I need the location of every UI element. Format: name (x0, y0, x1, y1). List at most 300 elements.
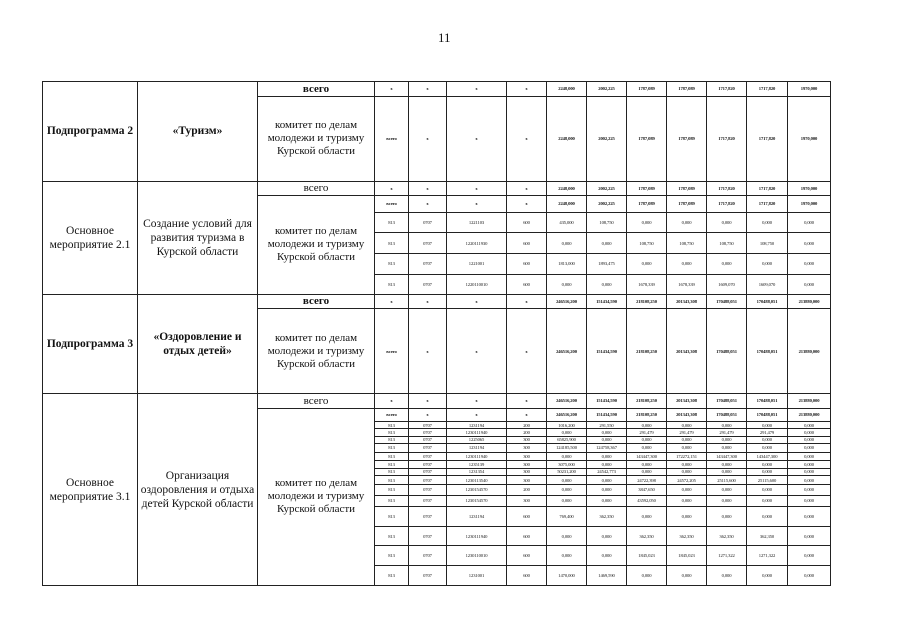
data-cell: 600 (507, 274, 547, 294)
data-cell: 0,000 (788, 546, 831, 566)
data-cell: 0,000 (788, 453, 831, 461)
data-cell: 1220111930 (447, 233, 507, 254)
data-cell: 1230154570 (447, 485, 507, 495)
data-cell: 0707 (409, 475, 447, 484)
table-row (43, 82, 831, 97)
data-cell: 1230111940 (447, 526, 507, 546)
data-cell: 0,000 (707, 566, 747, 586)
data-cell: 600 (507, 546, 547, 566)
data-cell: 1970,000 (788, 96, 831, 181)
data-cell: 362,350 (587, 507, 627, 527)
data-cell: 170488,051 (747, 309, 788, 394)
data-cell: 170488,051 (747, 294, 788, 309)
data-cell: 362,350 (667, 526, 707, 546)
data-cell: 813 (375, 443, 409, 452)
data-cell: 1845,023 (667, 546, 707, 566)
data-cell: 0,000 (747, 507, 788, 527)
data-cell: 201343,308 (667, 408, 707, 421)
program-code: Подпрограмма 3 (43, 294, 138, 394)
data-cell: 2002,225 (587, 196, 627, 213)
total-label: всего (258, 294, 375, 309)
data-cell: 1609,070 (707, 274, 747, 294)
data-cell: 362,350 (747, 526, 788, 546)
data-cell: 813 (375, 468, 409, 475)
data-cell: 201343,308 (667, 394, 707, 409)
data-cell: 0,000 (788, 475, 831, 484)
data-cell: 170488,051 (747, 394, 788, 409)
data-cell: x (507, 82, 547, 97)
data-cell: 1225065 (447, 436, 507, 443)
data-cell: 108,750 (627, 233, 667, 254)
data-cell: 0,000 (747, 461, 788, 468)
data-cell: x (507, 408, 547, 421)
data-cell: 172272,151 (667, 453, 707, 461)
data-cell: 1893,475 (587, 254, 627, 275)
data-cell: 1717,820 (747, 82, 788, 97)
executor: комитет по делам молодежи и туризму Курской области (258, 309, 375, 394)
data-cell: 813 (375, 566, 409, 586)
data-cell: 24542,773 (587, 468, 627, 475)
data-cell: 813 (375, 546, 409, 566)
data-cell: 24722,398 (627, 475, 667, 484)
data-cell: 0707 (409, 495, 447, 506)
data-cell: 0,000 (627, 212, 667, 233)
data-cell: 435,000 (547, 212, 587, 233)
data-cell: 0,000 (587, 429, 627, 436)
data-cell: 0,000 (587, 274, 627, 294)
data-cell: 300 (507, 453, 547, 461)
data-cell: 1787,089 (667, 82, 707, 97)
data-cell: 0707 (409, 274, 447, 294)
data-cell: 2002,225 (587, 82, 627, 97)
data-cell: 0,000 (547, 495, 587, 506)
data-cell: 151434,590 (587, 408, 627, 421)
data-cell: 1231194 (447, 443, 507, 452)
data-cell: x (447, 408, 507, 421)
data-cell: 1717,820 (707, 96, 747, 181)
program-code: Подпрограмма 2 (43, 82, 138, 182)
data-cell: 0,000 (547, 429, 587, 436)
data-cell: 600 (507, 212, 547, 233)
data-cell: 65825,900 (547, 436, 587, 443)
data-cell: 1230154570 (447, 495, 507, 506)
data-cell: 0,000 (547, 546, 587, 566)
data-cell: 0,000 (627, 461, 667, 468)
data-cell: 1717,820 (747, 181, 788, 196)
data-cell: 813 (375, 507, 409, 527)
data-cell: 1678,339 (627, 274, 667, 294)
data-cell: 0,000 (747, 443, 788, 452)
data-cell: x (447, 309, 507, 394)
data-cell: 813 (375, 233, 409, 254)
program-code: Основное мероприятие 3.1 (43, 394, 138, 586)
data-cell: 0,000 (788, 566, 831, 586)
data-cell: всего (375, 408, 409, 421)
data-cell: 0,000 (747, 485, 788, 495)
data-cell: 813 (375, 422, 409, 429)
data-cell: x (375, 181, 409, 196)
data-cell: 0,000 (747, 212, 788, 233)
data-cell: 108,750 (707, 233, 747, 254)
data-cell: 291,550 (587, 422, 627, 429)
data-cell: x (409, 82, 447, 97)
data-cell: 3075,000 (547, 461, 587, 468)
data-cell: 0707 (409, 429, 447, 436)
data-cell: 213880,000 (788, 294, 831, 309)
data-cell: 0707 (409, 566, 447, 586)
data-cell: 300 (507, 436, 547, 443)
data-cell: 108,750 (667, 233, 707, 254)
data-cell: всего (375, 309, 409, 394)
data-cell: 218108,250 (627, 309, 667, 394)
data-cell: 170488,051 (707, 294, 747, 309)
data-cell: 0,000 (788, 468, 831, 475)
data-cell: 813 (375, 436, 409, 443)
data-cell: 0,000 (707, 468, 747, 475)
table-row (43, 181, 831, 196)
data-cell: 0,000 (547, 526, 587, 546)
data-cell: 0707 (409, 422, 447, 429)
data-cell: 813 (375, 274, 409, 294)
data-cell: 151434,590 (587, 394, 627, 409)
data-cell: 0707 (409, 453, 447, 461)
data-cell: 0,000 (627, 254, 667, 275)
data-cell: 813 (375, 453, 409, 461)
data-cell: 0,000 (747, 254, 788, 275)
data-cell: 0,000 (707, 436, 747, 443)
data-cell: 108,750 (587, 212, 627, 233)
data-cell: 0,000 (788, 422, 831, 429)
data-cell: x (447, 82, 507, 97)
data-cell: 1717,820 (707, 196, 747, 213)
data-cell: 43592,050 (627, 495, 667, 506)
data-cell: 0,000 (747, 468, 788, 475)
data-cell: 0,000 (707, 485, 747, 495)
data-cell: 170488,051 (747, 408, 788, 421)
data-cell: 201343,308 (667, 309, 707, 394)
data-cell: 0,000 (667, 566, 707, 586)
data-cell: 1221103 (447, 212, 507, 233)
data-cell: 1230111940 (447, 453, 507, 461)
data-cell: 1220110010 (447, 274, 507, 294)
data-cell: 0707 (409, 507, 447, 527)
data-cell: 24572,205 (667, 475, 707, 484)
data-cell: 0,000 (587, 453, 627, 461)
data-cell: 300 (507, 443, 547, 452)
data-cell: 0,000 (707, 461, 747, 468)
data-cell: 0,000 (627, 436, 667, 443)
data-cell: 0707 (409, 461, 447, 468)
data-cell: 2248,000 (547, 181, 587, 196)
data-cell: 769,400 (547, 507, 587, 527)
data-cell: 0,000 (707, 212, 747, 233)
table-row (43, 294, 831, 309)
data-cell: 0,000 (627, 507, 667, 527)
data-cell: 0,000 (667, 254, 707, 275)
data-cell: 246516,200 (547, 394, 587, 409)
program-title: Организация оздоровления и отдыха детей Курской области (138, 394, 258, 586)
data-cell: 0,000 (788, 443, 831, 452)
data-cell: 1787,089 (667, 196, 707, 213)
data-cell: x (409, 408, 447, 421)
data-cell: 0707 (409, 468, 447, 475)
data-cell: x (507, 196, 547, 213)
data-cell: 0,000 (788, 233, 831, 254)
data-cell: x (447, 96, 507, 181)
data-cell: 0,000 (667, 468, 707, 475)
program-title: «Оздоровление и отдых детей» (138, 294, 258, 394)
data-cell: 0,000 (587, 436, 627, 443)
data-cell: 1271,322 (747, 546, 788, 566)
data-cell: 0,000 (788, 485, 831, 495)
data-cell: 0707 (409, 443, 447, 452)
data-cell: 1813,000 (547, 254, 587, 275)
total-label: всего (258, 181, 375, 196)
data-cell: 1970,000 (788, 196, 831, 213)
data-cell: 2248,000 (547, 96, 587, 181)
data-cell: 170488,051 (707, 408, 747, 421)
data-cell: 813 (375, 254, 409, 275)
total-label: всего (258, 394, 375, 409)
data-cell: 1230111940 (447, 429, 507, 436)
data-cell: 0,000 (667, 485, 707, 495)
data-cell: x (447, 394, 507, 409)
data-cell: 813 (375, 526, 409, 546)
data-cell: 170488,051 (707, 309, 747, 394)
data-cell: x (375, 82, 409, 97)
data-cell: 1235139 (447, 461, 507, 468)
data-cell: x (409, 309, 447, 394)
data-cell: 0,000 (707, 507, 747, 527)
data-cell: 0,000 (667, 461, 707, 468)
data-cell: 1230113540 (447, 475, 507, 484)
data-cell: 1970,000 (788, 181, 831, 196)
total-label: всего (258, 82, 375, 97)
program-title: Создание условий для развития туризма в Курской области (138, 181, 258, 294)
data-cell: 0,000 (788, 436, 831, 443)
data-cell: 0,000 (627, 566, 667, 586)
data-cell: 2248,000 (547, 196, 587, 213)
data-cell: 1470,000 (547, 566, 587, 586)
data-cell: 143447,300 (747, 453, 788, 461)
program-code: Основное мероприятие 2.1 (43, 181, 138, 294)
data-cell: 246516,200 (547, 309, 587, 394)
data-cell: x (447, 181, 507, 196)
data-cell: 0,000 (707, 422, 747, 429)
data-cell: 0,000 (667, 507, 707, 527)
data-cell: 813 (375, 212, 409, 233)
data-cell: 1271,322 (707, 546, 747, 566)
data-cell: x (409, 294, 447, 309)
data-cell: 0,000 (627, 468, 667, 475)
data-cell: 0,000 (707, 495, 747, 506)
data-cell: 600 (507, 526, 547, 546)
data-cell: 0,000 (587, 526, 627, 546)
data-cell: 600 (507, 254, 547, 275)
data-cell: 291,479 (707, 429, 747, 436)
data-cell: 218108,250 (627, 294, 667, 309)
data-cell: x (507, 309, 547, 394)
data-cell: 0707 (409, 254, 447, 275)
data-cell: 600 (507, 507, 547, 527)
data-cell: 0,000 (788, 274, 831, 294)
executor: комитет по делам молодежи и туризму Курской области (258, 408, 375, 585)
data-cell: 362,350 (627, 526, 667, 546)
data-cell: 151434,590 (587, 294, 627, 309)
data-cell: 291,479 (747, 429, 788, 436)
data-cell: 0,000 (547, 453, 587, 461)
data-cell: 1231001 (447, 566, 507, 586)
data-cell: 124185,500 (547, 443, 587, 452)
data-cell: 0,000 (627, 422, 667, 429)
data-cell: x (375, 394, 409, 409)
data-cell: 300 (507, 461, 547, 468)
data-cell: 0707 (409, 485, 447, 495)
data-cell: 218108,250 (627, 408, 667, 421)
data-cell: 1231194 (447, 422, 507, 429)
data-cell: 2002,225 (587, 181, 627, 196)
data-cell: x (507, 394, 547, 409)
data-cell: 213880,000 (788, 394, 831, 409)
data-cell: 1717,820 (707, 82, 747, 97)
data-cell: 2248,000 (547, 82, 587, 97)
data-cell: 291,479 (627, 429, 667, 436)
data-cell: 0,000 (547, 274, 587, 294)
data-cell: x (507, 181, 547, 196)
data-cell: 0,000 (788, 526, 831, 546)
data-cell: 1717,820 (707, 181, 747, 196)
data-cell: 0,000 (587, 485, 627, 495)
executor: комитет по делам молодежи и туризму Курской области (258, 196, 375, 294)
data-cell: x (447, 294, 507, 309)
data-cell: 300 (507, 468, 547, 475)
data-cell: 362,350 (707, 526, 747, 546)
data-cell: 1221001 (447, 254, 507, 275)
table-row (43, 394, 831, 409)
data-cell: 0,000 (667, 422, 707, 429)
data-cell: 1717,820 (747, 96, 788, 181)
data-cell: 246516,200 (547, 408, 587, 421)
data-cell: 0707 (409, 526, 447, 546)
data-cell: 600 (507, 566, 547, 586)
data-cell: 143447,300 (627, 453, 667, 461)
data-cell: x (507, 294, 547, 309)
data-cell: 0,000 (587, 461, 627, 468)
data-cell: 246516,200 (547, 294, 587, 309)
data-cell: 108,750 (747, 233, 788, 254)
data-cell: 201343,308 (667, 294, 707, 309)
data-cell: 0,000 (788, 254, 831, 275)
data-cell: 3847,650 (627, 485, 667, 495)
data-cell: 50231,200 (547, 468, 587, 475)
data-cell: 0,000 (587, 495, 627, 506)
data-cell: 0,000 (547, 475, 587, 484)
data-cell: 218108,250 (627, 394, 667, 409)
data-cell: 200 (507, 429, 547, 436)
data-cell: 300 (507, 495, 547, 506)
data-cell: 0,000 (747, 495, 788, 506)
data-cell: 0,000 (707, 254, 747, 275)
data-cell: 1787,089 (667, 96, 707, 181)
data-cell: 0,000 (547, 485, 587, 495)
data-cell: 1787,089 (627, 96, 667, 181)
data-cell: 25115,600 (707, 475, 747, 484)
data-cell: 0,000 (788, 429, 831, 436)
data-cell: x (409, 394, 447, 409)
data-cell: 1469,590 (587, 566, 627, 586)
data-cell: 0,000 (667, 212, 707, 233)
data-cell: 0707 (409, 212, 447, 233)
budget-table (42, 81, 831, 586)
program-title: «Туризм» (138, 82, 258, 182)
data-cell: 1717,820 (747, 196, 788, 213)
data-cell: 0,000 (747, 422, 788, 429)
data-cell: 1609,070 (747, 274, 788, 294)
data-cell: 0,000 (788, 507, 831, 527)
data-cell: 291,479 (667, 429, 707, 436)
data-cell: 124758,367 (587, 443, 627, 452)
data-cell: 0707 (409, 546, 447, 566)
data-cell: 25115,600 (747, 475, 788, 484)
data-cell: 813 (375, 485, 409, 495)
data-cell: 813 (375, 429, 409, 436)
data-cell: всего (375, 96, 409, 181)
data-cell: 1787,089 (627, 196, 667, 213)
data-cell: x (409, 181, 447, 196)
data-cell: 813 (375, 475, 409, 484)
data-cell: 0,000 (587, 475, 627, 484)
data-cell: 0,000 (788, 212, 831, 233)
data-cell: 0707 (409, 436, 447, 443)
data-cell: 1787,089 (627, 181, 667, 196)
page-number: 11 (438, 30, 451, 45)
data-cell: 200 (507, 485, 547, 495)
data-cell: 1016,200 (547, 422, 587, 429)
data-cell: 0,000 (667, 436, 707, 443)
data-cell: 143447,300 (707, 453, 747, 461)
data-cell: 1231354 (447, 468, 507, 475)
data-cell: x (447, 196, 507, 213)
data-cell: 600 (507, 233, 547, 254)
data-cell: 0,000 (667, 495, 707, 506)
data-cell: 0,000 (587, 546, 627, 566)
data-cell: 151434,590 (587, 309, 627, 394)
data-cell: 1845,023 (627, 546, 667, 566)
data-cell: 0,000 (547, 233, 587, 254)
data-cell: x (409, 196, 447, 213)
executor: комитет по делам молодежи и туризму Курской области (258, 96, 375, 181)
data-cell: 0707 (409, 233, 447, 254)
data-cell: 1787,089 (627, 82, 667, 97)
data-cell: 1231194 (447, 507, 507, 527)
data-cell: 0,000 (747, 436, 788, 443)
data-cell: 300 (507, 475, 547, 484)
data-cell: 0,000 (587, 233, 627, 254)
data-cell: 200 (507, 422, 547, 429)
data-cell: 213880,000 (788, 408, 831, 421)
data-cell: 0,000 (788, 461, 831, 468)
data-cell: 170488,051 (707, 394, 747, 409)
data-cell: 813 (375, 495, 409, 506)
data-cell: 0,000 (788, 495, 831, 506)
data-cell: x (409, 96, 447, 181)
data-cell: 213880,000 (788, 309, 831, 394)
data-cell: 1787,089 (667, 181, 707, 196)
data-cell: всего (375, 196, 409, 213)
data-cell: 1678,339 (667, 274, 707, 294)
data-cell: 813 (375, 461, 409, 468)
data-cell: 2002,225 (587, 96, 627, 181)
